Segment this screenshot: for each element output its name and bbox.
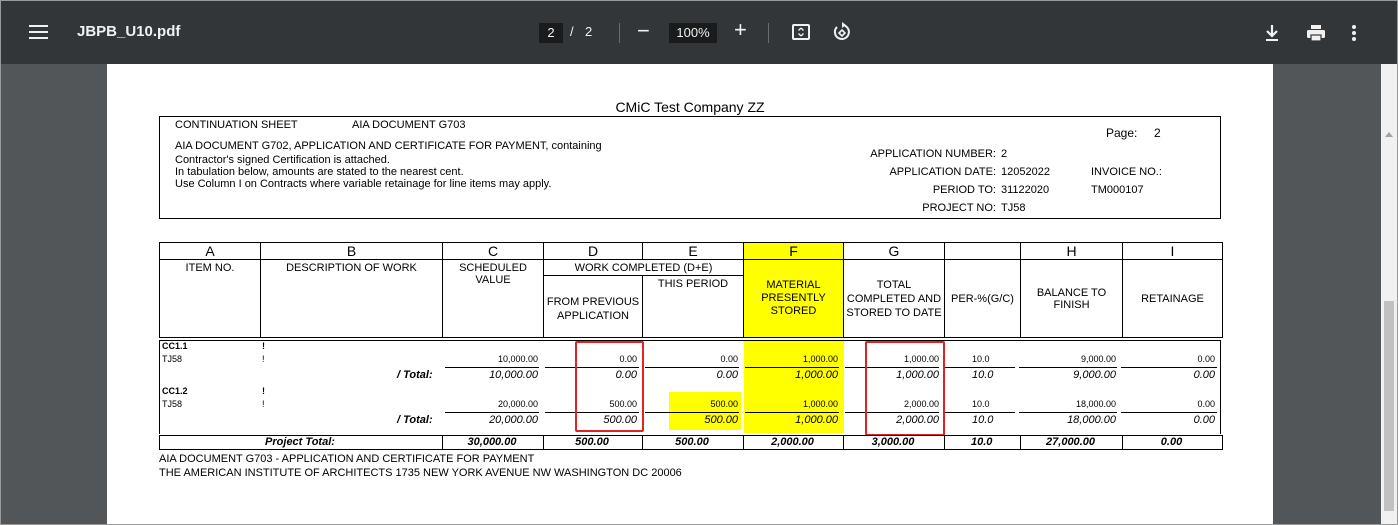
group-1-total-percent: 10.0 [972,369,994,381]
project-total-previous: 500.00 [544,436,643,450]
scrollbar-thumb[interactable] [1384,301,1394,511]
scheduled-value-header: SCHEDULED VALUE [443,260,544,338]
toolbar-divider [768,23,769,43]
aia-document-label: AIA DOCUMENT G703 [352,119,466,131]
row-2-retainage: 0.00 [1197,399,1215,409]
row-1-underline [445,367,539,368]
item-no-header: ITEM NO. [160,260,261,338]
group-2-total-previous: 500.00 [603,414,637,426]
fit-to-page-icon[interactable] [792,24,810,40]
application-number-label: APPLICATION NUMBER: [870,148,996,160]
header-line-3: In tabulation below, amounts are stated to the nearest cent. [175,166,464,178]
row-2-material: 1,000.00 [802,399,838,409]
footer-line-2: THE AMERICAN INSTITUTE OF ARCHITECTS 1735 NEW YORK AVENUE NW WASHINGTON DC 20006 [159,467,682,479]
invoice-no-value: TM000107 [1091,184,1144,196]
header-line-4: Use Column I on Contracts where variable retainage for line items may apply. [175,178,552,190]
group-1-total-previous: 0.00 [615,369,637,381]
column-letter-b: B [261,243,443,260]
rotate-icon[interactable] [831,22,853,49]
column-letter-a: A [160,243,261,260]
row-2-underline [645,412,739,413]
download-icon[interactable] [1263,23,1281,48]
project-total-percent: 10.0 [945,436,1021,450]
body-top-border [159,340,1221,341]
footer-line-1: AIA DOCUMENT G703 - APPLICATION AND CERTIFICATE FOR PAYMENT [159,453,535,465]
print-icon[interactable] [1306,23,1326,48]
column-letter-e: E [643,243,744,260]
row-1-underline [945,367,1015,368]
column-letter-g: G [844,243,945,260]
column-letter-c: C [443,243,544,260]
group-code-1: CC1.1 [162,341,188,351]
page-separator: / [570,24,574,39]
material-stored-header: MATERIAL PRESENTLY STORED [744,260,844,338]
project-total-this-period: 500.00 [643,436,744,450]
item-mark-2: ! [262,399,265,409]
group-2-total-balance: 18,000.00 [1067,414,1116,426]
period-to-label: PERIOD TO: [932,184,996,196]
project-total-completed: 3,000.00 [844,436,945,450]
item-code-1: TJ58 [162,354,183,364]
total-pages: 2 [585,24,593,39]
row-1-previous: 0.00 [619,354,637,364]
row-1-retainage: 0.00 [1197,354,1215,364]
header-line-1: AIA DOCUMENT G702, APPLICATION AND CERTIFICATE FOR PAYMENT, containing [175,140,602,152]
zoom-out-button[interactable]: − [637,18,650,43]
current-page-input[interactable]: 2 [539,23,563,43]
continuation-sheet-label: CONTINUATION SHEET [175,119,298,131]
group-1-total-retainage: 0.00 [1193,369,1215,381]
row-1-underline [1121,367,1217,368]
project-total-row [159,435,1223,450]
project-no-value: TJ58 [1001,202,1026,214]
file-name: JBPB_U10.pdf [77,23,181,40]
continuation-table-header [159,242,1223,338]
row-1-material: 1,000.00 [802,354,838,364]
application-date-value: 12052022 [1001,166,1050,178]
viewer-toolbar [1,1,1397,64]
more-options-icon[interactable] [1351,23,1357,48]
page-value: 2 [1154,126,1161,140]
row-2-scheduled: 20,000.00 [497,399,538,409]
body-left-border [159,340,160,434]
group-1-total-scheduled: 10,000.00 [489,369,538,381]
page-label: Page: [1106,126,1138,140]
group-2-total-this-period: 500.00 [704,414,738,426]
column-letter-f: F [744,243,844,260]
body-right-border [1220,340,1221,434]
application-date-label: APPLICATION DATE: [889,166,996,178]
zoom-in-button[interactable]: + [734,17,747,42]
from-previous-header: FROM PREVIOUS APPLICATION [544,276,643,338]
row-2-underline [745,412,839,413]
group-total-label-2: / Total: [397,414,433,426]
zoom-level-input[interactable]: 100% [669,23,717,43]
row-1-this-period: 0.00 [720,354,738,364]
project-no-label: PROJECT NO: [922,202,996,214]
group-code-mark-1: ! [262,341,265,351]
row-1-scheduled: 10,000.00 [497,354,538,364]
toolbar-divider [619,23,620,43]
group-1-total-completed: 1,000.00 [896,369,939,381]
group-1-total-material: 1,000.00 [795,369,838,381]
pdf-page [107,64,1273,525]
group-code-mark-2: ! [262,386,265,396]
row-2-balance: 18,000.00 [1075,399,1116,409]
total-completed-header: TOTAL COMPLETED AND STORED TO DATE [844,260,945,338]
project-total-material: 2,000.00 [744,436,844,450]
invoice-no-label: INVOICE NO.: [1091,166,1162,178]
row-2-underline [1019,412,1117,413]
project-total-retainage: 0.00 [1123,436,1223,450]
period-to-value: 31122020 [1001,184,1050,196]
menu-icon[interactable] [29,25,48,39]
group-2-total-percent: 10.0 [972,414,994,426]
row-2-this-period: 500.00 [710,399,738,409]
column-letter-blank [945,243,1021,260]
column-letter-d: D [544,243,643,260]
project-total-scheduled: 30,000.00 [443,436,544,450]
group-2-total-retainage: 0.00 [1193,414,1215,426]
row-2-underline [1121,412,1217,413]
item-mark-1: ! [262,354,265,364]
percent-header: PER-%(G/C) [945,260,1021,338]
row-2-previous: 500.00 [609,399,637,409]
row-1-underline [645,367,739,368]
group-2-total-scheduled: 20,000.00 [489,414,538,426]
scroll-up-arrow-icon[interactable] [1385,132,1393,137]
row-1-balance: 9,000.00 [1080,354,1116,364]
row-1-percent: 10.0 [972,354,990,364]
column-letter-i: I [1123,243,1223,260]
this-period-header: THIS PERIOD [643,276,744,338]
retainage-header: RETAINAGE [1123,260,1223,338]
company-name: CMiC Test Company ZZ [615,99,765,115]
row-1-underline [1019,367,1117,368]
document-header-box [159,116,1221,219]
annotation-box-total-completed [865,341,945,436]
project-total-label: Project Total: [160,436,443,450]
group-2-total-completed: 2,000.00 [896,414,939,426]
column-letter-h: H [1021,243,1123,260]
work-completed-header: WORK COMPLETED (D+E) [544,260,744,276]
header-line-2: Contractor's signed Certification is attached. [175,154,390,166]
group-total-label-1: / Total: [397,369,433,381]
annotation-box-previous-application [575,341,644,432]
balance-header: BALANCE TO FINISH [1021,260,1123,338]
group-2-total-material: 1,000.00 [795,414,838,426]
item-code-2: TJ58 [162,399,183,409]
project-total-balance: 27,000.00 [1021,436,1123,450]
group-1-total-this-period: 0.00 [716,369,738,381]
row-1-underline [745,367,839,368]
row-2-total-completed: 2,000.00 [903,399,939,409]
row-2-underline [445,412,539,413]
row-2-underline [945,412,1015,413]
group-code-2: CC1.2 [162,386,188,396]
description-header: DESCRIPTION OF WORK [261,260,443,338]
application-number-value: 2 [1001,148,1008,160]
row-1-total-completed: 1,000.00 [903,354,939,364]
row-2-percent: 10.0 [972,399,990,409]
group-1-total-balance: 9,000.00 [1073,369,1116,381]
